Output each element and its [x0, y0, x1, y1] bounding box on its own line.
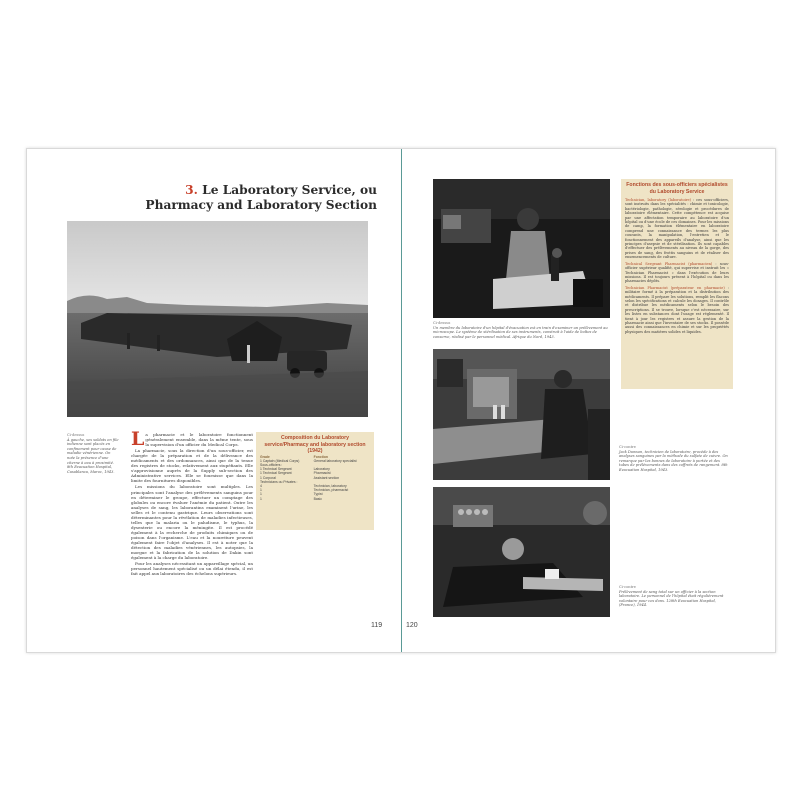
drop-cap: L: [131, 428, 145, 450]
book-spread: [26, 148, 776, 653]
sidebar-paragraph: Technician Pharmacist (préparateur en pharmacie) : militaire formé à la préparation et la distribution des médicaments. Il prépare les solutions, remplit les flacons selon les spécifications et calcule les dosages. Il contrôle et distribue les médicaments selon le besoin des prescriptions. Il se trouve, lorsque c'est nécessaire, sur les listes en substances dont l'usage est réglementé. Il tient à jour les registres et assure la gestion de la pharmacie ainsi que l'inventaire de ses stocks. Il possède aussi des connaissances en chimie et sur les propriétés physiques des matières solides et liquides.: [625, 285, 729, 334]
composition-table: [259, 455, 371, 501]
title-line-2: Pharmacy and Laboratory Section: [145, 198, 377, 212]
body-paragraph: La pharmacie, sous la direction d'un sous-officier, est chargée de la préparation et de la délivrance des médicaments et des ordonnances, ainsi que de la tenue des registres de stocks, relativement aux stupéfiants. Elle s'approvisionne auprès de la Supply sub-section des Administrative services. Elle se fournisse que dans la limite des fournitures disponibles.: [131, 448, 253, 484]
blood-draw-photo: [433, 487, 610, 617]
table-row: Sous-officiers :: [260, 462, 283, 467]
composition-box-title: Composition du Laboratory service/Pharmacy and laboratory section (1942): [264, 435, 366, 454]
caption-text: Prélèvement de sang total sur un officier à la section laboratoire. Le personnel de l'hôpital était régulièrement volontaire pour ces dons. 128th Evacuation Hospital, (France), 1944.: [619, 589, 724, 608]
left-page: [27, 149, 401, 652]
photo-caption: [67, 433, 119, 474]
caption-label: Ci-dessus: [67, 433, 85, 437]
sidebar-paragraph: Technician, laboratory (laboratoire) : ces sous-officiers, sont instruits dans les spécialités : chimie et toxicologie, bactériologie, pathologie, sérologie et procédures de laboratoire élémentaire. Cette compétence est acquise par une affectation temporaire au laboratoire d'un hôpital ou d'une école de ces domaines. Pour les missions de camp, la formation élémentaire en laboratoire comprend une connaissance des termes les plus courants, la manipulation, l'entretien et le fonctionnement des appareils d'analyse, ainsi que les principes d'asepsie et de stérilisation. Ils sont capables d'effectuer des prélèvements au niveau de la gorge, des prises de sang, des frottis sanguins et de réaliser des ensemencements de culture.: [625, 198, 729, 260]
table-row: 1 Technician, pharmacist: [260, 488, 349, 493]
table-row: Technicians ou Privates :: [260, 479, 298, 484]
body-paragraph: Pour les analyses nécessitant un appareillage spécial, un personnel hautement spécialisé ou un délai étendu, il est fait appel aux laboratoires des échelons supérieurs.: [131, 561, 253, 577]
caption-text: Jack Dawson, technicien de laboratoire, procède à des analyses sanguines par la méthode du sulfate de cuivre. On remarque par les bonnes de laboratoire à portée et des tubes de prélèvements dans des coffrets de rangement. 8th Evacuation Hospital, 1943.: [619, 449, 728, 472]
camp-tents-photo: [67, 221, 368, 417]
sidebar-paragraph: Technical Sergeant Pharmacist (pharmacien) : sous-officier supérieur qualifié, qui supervise et instruit les « Technician Pharmacist » dans l'exécution de leurs missions. Il est toujours présent à l'hôpital ou dans les pharmacies dépôts.: [625, 261, 729, 284]
laboratory-bench-photo: [433, 349, 610, 480]
table-row: 1 Typist: [260, 492, 323, 497]
caption-label: Ci-dessus: [433, 321, 451, 325]
caption-text: Un membre du laboratoire d'un hôpital d'évacuation est en train d'examiner un prélèvement au microscope. Le système de stérilisation de ses instruments, construit à l'aide de boîtes de conserve, réalisé par le personnel médical. Afrique du Nord, 1943.: [433, 325, 608, 339]
photo-caption-2: [619, 445, 731, 473]
table-row: 4 Technician, laboratory: [260, 483, 347, 488]
table-header: Fonction: [313, 454, 328, 459]
table-row: 1 Corporal Assistant section: [260, 475, 340, 480]
table-header: Grade: [260, 454, 270, 459]
title-line-1: Le Laboratory Service, ou: [202, 183, 377, 197]
page-number: 120: [406, 622, 418, 629]
microscope-photo: [433, 179, 610, 318]
caption-label: Ci-contre: [619, 585, 636, 589]
body-paragraph: Les missions du laboratoire sont multiples. Les principales sont l'analyse des prélèvements sanguins pour en déterminer le groupe, effectuer un comptage des globules ou encore évaluer l'anémie du patient. Outre les analyses de sang, les laborantins examinent l'urine, les selles et le contenu gastrique. Leurs observations sont déterminantes pour la révélation de maladies infectieuses, telles que la malaria ou le paludisme, le typhus, la dysenterie ou encore la méningite. Il est procédé également à la recherche de produits chimiques ou de poison dans l'organisme. L'eau et la nourriture peuvent également faire l'objet d'analyses. Il est à noter que la détection des maladies vénériennes, les autopsies, la morgue et la fabrication de la solution de Dakin sont également à la charge du laboratoire.: [131, 484, 253, 561]
section-number: 3.: [185, 183, 198, 197]
composition-box: [256, 432, 374, 530]
sidebar-title: Fonctions des sous-officiers spécialistes du Laboratory Service: [626, 182, 728, 195]
table-row: 1 Captain (Medical Corps) General laboratory specialist: [260, 458, 357, 463]
table-row: 1 Technical Sergeant Laboratory: [260, 467, 330, 472]
photo-caption-3: [619, 585, 731, 608]
functions-sidebar: [621, 179, 733, 389]
page-number: 119: [371, 622, 383, 629]
caption-text: À gauche, ses soldats en file indienne sont placés en confinement pour cause de maladie vénérienne. On note la présence d'une citerne à eau à proximité. 8th Evacuation Hospital, Casablanca, Maroc, 1943.: [67, 437, 119, 474]
caption-label: Ci-contre: [619, 445, 636, 449]
body-paragraph: La pharmacie et le laboratoire fonctionnent généralement ensemble, dans la même tente, sous la supervision d'un officier du Medical Corps.: [131, 428, 253, 450]
sidebar-text: [625, 198, 729, 334]
photo-caption-1: [433, 321, 611, 339]
body-text: [131, 428, 253, 577]
table-row: 1 Technical Sergeant Pharmacist: [260, 471, 331, 476]
table-row: 1 Basic: [260, 496, 322, 501]
section-title: [127, 183, 377, 213]
right-page: [402, 149, 775, 652]
